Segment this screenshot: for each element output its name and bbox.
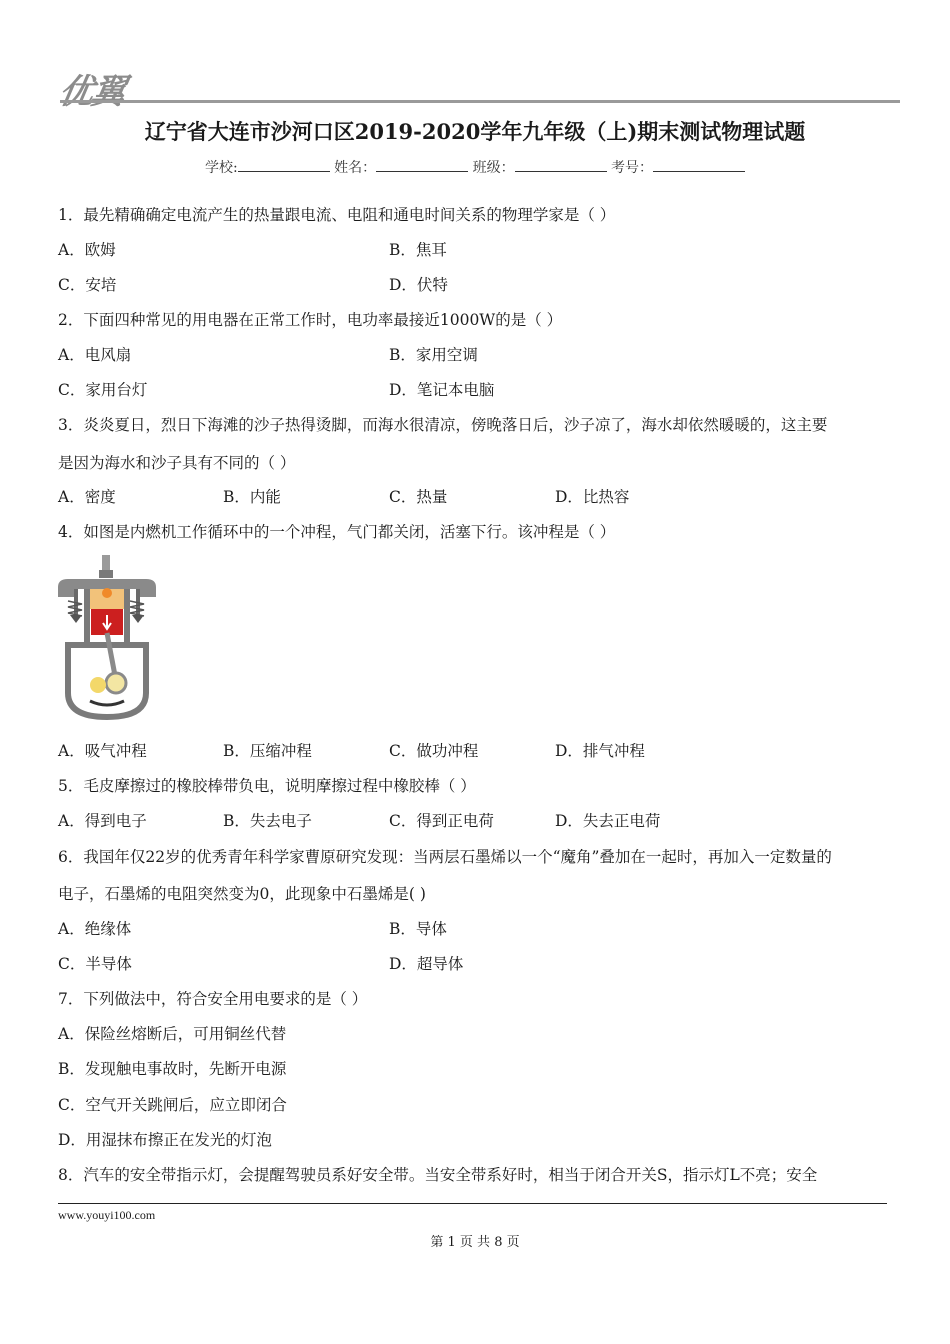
q7-option-b: B．发现触电事故时，先断开电源 bbox=[58, 1060, 287, 1078]
q7-stem: 7．下列做法中，符合安全用电要求的是（ ） bbox=[58, 990, 368, 1008]
q5-option-a: A．得到电子 bbox=[58, 812, 147, 830]
q1-option-a: A．欧姆 bbox=[58, 241, 116, 259]
q3-option-c: C．热量 bbox=[389, 488, 448, 506]
exhaust-spring bbox=[130, 601, 144, 616]
q1-option-b: B．焦耳 bbox=[389, 241, 447, 259]
q3-option-d: D．比热容 bbox=[555, 488, 630, 506]
q2-option-b: B．家用空调 bbox=[389, 346, 478, 364]
q2-option-d: D．笔记本电脑 bbox=[389, 381, 495, 399]
spark-plug bbox=[102, 555, 110, 571]
q4-option-b: B．压缩冲程 bbox=[223, 742, 312, 760]
exam-no-label: 考号： bbox=[611, 160, 654, 176]
q6-stem-line1: 6．我国年仅22岁的优秀青年科学家曹原研究发现：当两层石墨烯以一个“魔角”叠加在一起时，再加入一定数量的 bbox=[58, 848, 832, 866]
q4-option-a: A．吸气冲程 bbox=[58, 742, 147, 760]
q4-stem: 4．如图是内燃机工作循环中的一个冲程，气门都关闭，活塞下行。该冲程是（ ） bbox=[58, 523, 616, 541]
q2-option-a: A．电风扇 bbox=[58, 346, 132, 364]
q1-stem: 1．最先精确确定电流产生的热量跟电流、电阻和通电时间关系的物理学家是（ ） bbox=[58, 206, 616, 224]
exam-no-blank[interactable] bbox=[653, 159, 745, 172]
q5-stem: 5．毛皮摩擦过的橡胶棒带负电，说明摩擦过程中橡胶棒（ ） bbox=[58, 777, 476, 795]
q7-option-d: D．用湿抹布擦正在发光的灯泡 bbox=[58, 1131, 272, 1149]
footer-url[interactable]: www.youyi100.com bbox=[58, 1208, 156, 1222]
q6-option-a: A．绝缘体 bbox=[58, 920, 132, 938]
spark-plug-base bbox=[99, 570, 113, 578]
crankshaft bbox=[106, 673, 126, 693]
page-number: 第 1 页 共 8 页 bbox=[430, 1235, 520, 1250]
intake-spring bbox=[68, 601, 82, 616]
q6-option-c: C．半导体 bbox=[58, 955, 132, 973]
q6-option-d: D．超导体 bbox=[389, 955, 464, 973]
header-rule bbox=[60, 100, 900, 103]
q5-option-b: B．失去电子 bbox=[223, 812, 312, 830]
class-label: 班级： bbox=[472, 160, 515, 176]
school-label: 学校: bbox=[204, 160, 238, 176]
footer-rule bbox=[58, 1203, 887, 1204]
q2-stem: 2．下面四种常见的用电器在正常工作时，电功率最接近1000W的是（ ） bbox=[58, 311, 563, 329]
page-title: 辽宁省大连市沙河口区2019-2020学年九年级（上)期末测试物理试题 bbox=[144, 119, 806, 144]
q7-option-a: A．保险丝熔断后，可用铜丝代替 bbox=[58, 1025, 287, 1043]
cylinder-wall-left bbox=[84, 589, 90, 643]
engine-stroke-figure bbox=[54, 553, 160, 721]
q3-option-b: B．内能 bbox=[223, 488, 281, 506]
q3-stem-line2: 是因为海水和沙子具有不同的（ ） bbox=[58, 454, 296, 472]
name-label: 姓名： bbox=[334, 160, 377, 176]
school-blank[interactable] bbox=[238, 159, 330, 172]
q1-option-d: D．伏特 bbox=[389, 276, 448, 294]
q6-stem-line2: 电子，石墨烯的电阻突然变为0，此现象中石墨烯是( ) bbox=[58, 885, 426, 903]
q8-stem: 8．汽车的安全带指示灯，会提醒驾驶员系好安全带。当安全带系好时，相当于闭合开关S，指示灯L不亮；安全 bbox=[58, 1166, 818, 1184]
student-info-line bbox=[0, 157, 950, 177]
q2-option-c: C．家用台灯 bbox=[58, 381, 148, 399]
spark-flame bbox=[102, 588, 112, 598]
q6-option-b: B．导体 bbox=[389, 920, 447, 938]
q7-option-c: C．空气开关跳闸后，应立即闭合 bbox=[58, 1096, 287, 1114]
q1-option-c: C．安培 bbox=[58, 276, 117, 294]
name-blank[interactable] bbox=[376, 159, 468, 172]
q4-option-d: D．排气冲程 bbox=[555, 742, 645, 760]
class-blank[interactable] bbox=[515, 159, 607, 172]
brand-logo: 优翼 bbox=[55, 72, 127, 112]
q4-option-c: C．做功冲程 bbox=[389, 742, 479, 760]
q5-option-c: C．得到正电荷 bbox=[389, 812, 494, 830]
cylinder-wall-right bbox=[124, 589, 130, 643]
q3-option-a: A．密度 bbox=[58, 488, 116, 506]
q3-stem-line1: 3．炎炎夏日，烈日下海滩的沙子热得烫脚，而海水很清凉，傍晚落日后，沙子凉了，海水却依然暖暖的，这主要 bbox=[58, 416, 828, 434]
counterweight bbox=[90, 677, 106, 693]
q5-option-d: D．失去正电荷 bbox=[555, 812, 661, 830]
